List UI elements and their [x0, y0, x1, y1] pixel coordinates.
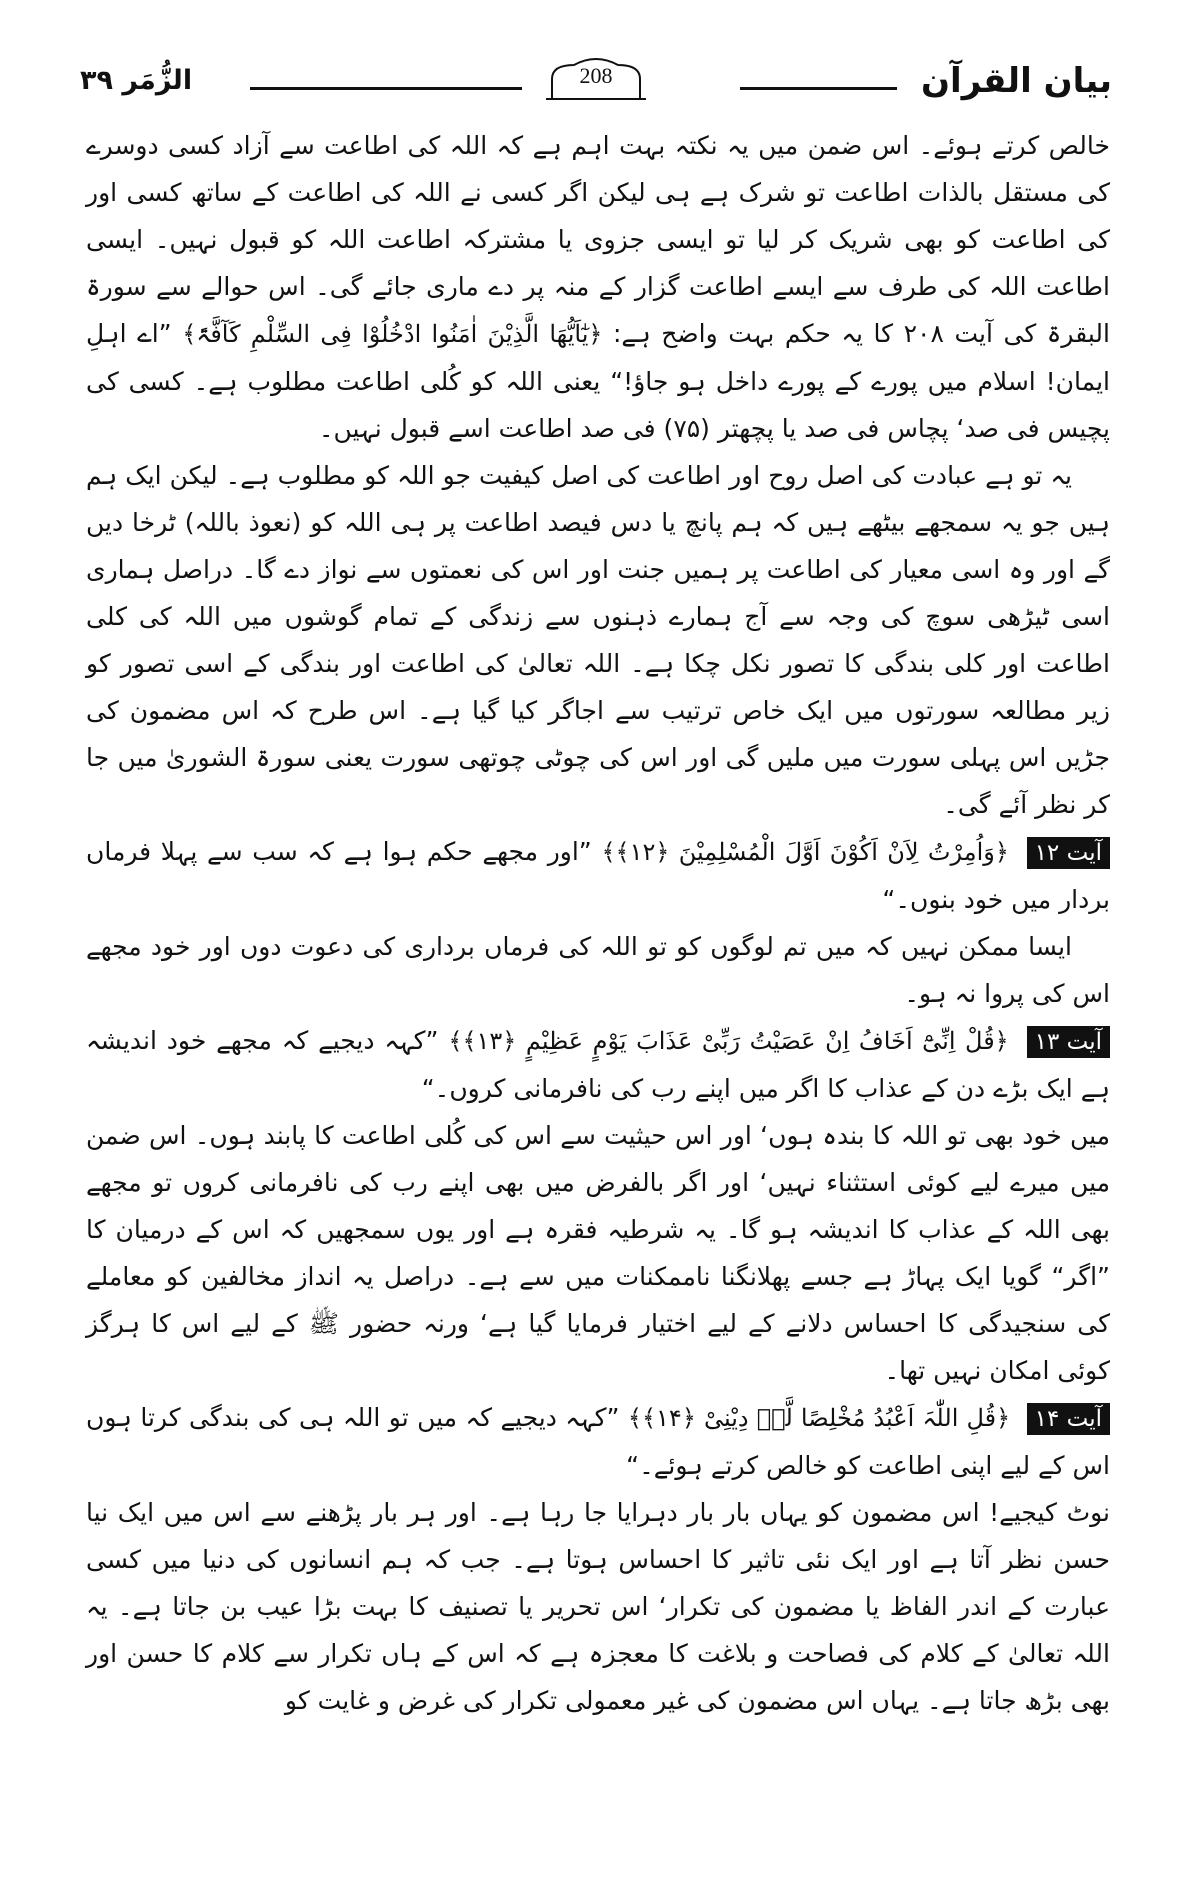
quote-translation: ”اے اہلِ ایمان! اسلام میں پورے کے پورے داخل ہو جاؤ!“: [86, 319, 1111, 396]
header-rule-left: [250, 87, 522, 90]
verse-12-commentary: ایسا ممکن نہیں کہ میں تم لوگوں کو تو اللہ کی فرماں برداری کی دعوت دوں اور خود مجھے اس کی پروا نہ ہو۔: [86, 932, 1110, 1008]
page-number: 208: [579, 63, 613, 88]
verse-14: [86, 1394, 1110, 1489]
book-title: بیان القرآن: [921, 61, 1112, 101]
verse-13: [86, 1017, 1110, 1112]
page-number-cartouche: [544, 55, 648, 101]
verse-13-commentary: میں خود بھی تو اللہ کا بندہ ہوں‘ اور اس حیثیت سے اس کی کُلی اطاعت کا پابند ہوں۔ اس ضمن میں میرے لیے کوئی استثناء نہیں‘ اور اگر بالفرض میں بھی اپنے رب کی نافرمانی کروں تو مجھے بھی اللہ کے عذاب کا اندیشہ ہو گا۔ یہ شرطیہ فقرہ ہے اور یوں سمجھیں کہ اس کے درمیان کا ”اگر“ گویا ایک پہاڑ ہے جسے پھلانگنا ناممکنات میں سے ہے۔ دراصل یہ انداز مخالفین کو معاملے کی سنجیدگی کا احساس دلانے کے لیے اختیار فرمایا گیا ہے‘ ورنہ حضور ﷺ کے لیے اس کا ہرگز کوئی امکان نہیں تھا۔: [86, 1121, 1110, 1385]
quran-quote: ﴿یٰٓاَیُّھَا الَّذِیْنَ اٰمَنُوا ادْخُلُوْا فِی السِّلْمِ کَآفَّۃً﴾: [182, 320, 603, 348]
paragraph-text: خالص کرتے ہوئے۔ اس ضمن میں یہ نکتہ بہت اہم ہے کہ اللہ کی اطاعت سے آزاد کسی دوسرے کی مستقل بالذات اطاعت تو شرک ہے ہی لیکن اگر کسی نے اللہ کی اطاعت کے ساتھ کسی اور کی اطاعت کو بھی شریک کر لیا تو ایسی جزوی یا مشترکہ اطاعت اللہ کو قبول نہیں۔ ایسی اطاعت اللہ کی طرف سے ایسے اطاعت گزار کے منہ پر دے ماری جائے گی۔ اس حوالے سے سورۃ البقرۃ کی آیت ۲۰۸ کا یہ حکم بہت واضح ہے:: [86, 131, 1110, 348]
header-rule-right: [740, 87, 897, 90]
verse-arabic: ﴿قُلْ اِنِّیْٓ اَخَافُ اِنْ عَصَیْتُ رَبِّیْ عَذَابَ یَوْمٍ عَظِیْمٍ ﴿۱۳﴾﴾: [448, 1027, 1009, 1055]
page-body: [86, 122, 1110, 1724]
verse-translation: ”کہہ دیجیے کہ مجھے خود اندیشہ ہے ایک بڑے دن کے عذاب کا اگر میں اپنے رب کی نافرمانی کروں۔“: [86, 1026, 1110, 1103]
verse-12: [86, 828, 1110, 923]
verse-translation: ”اور مجھے حکم ہوا ہے کہ سب سے پہلا فرماں بردار میں خود بنوں۔“: [86, 837, 1110, 914]
paragraph-second: یہ تو ہے عبادت کی اصل روح اور اطاعت کی اصل کیفیت جو اللہ کو مطلوب ہے۔ لیکن ایک ہم ہیں جو یہ سمجھے بیٹھے ہیں کہ ہم پانچ یا دس فیصد اطاعت پر ہی اللہ کو (نعوذ باللہ) ٹرخا دیں گے اور وہ اسی معیار کی اطاعت پر ہمیں جنت اور اس کی نعمتوں سے نواز دے گا۔ دراصل ہماری اسی ٹیڑھی سوچ کی وجہ سے آج ہمارے ذہنوں سے زندگی کے تمام گوشوں میں اللہ کی کلی اطاعت اور کلی بندگی کا تصور نکل چکا ہے۔ اللہ تعالیٰ کی اطاعت اور بندگی کے اسی تصور کو زیر مطالعہ سورتوں میں ایک خاص ترتیب سے اجاگر کیا گیا ہے۔ اس طرح کہ اس مضمون کی جڑیں اس پہلی سورت میں ملیں گی اور اس کی چوٹی چوتھی سورت یعنی سورۃ الشوریٰ میں جا کر نظر آئے گی۔: [86, 461, 1110, 819]
closing-paragraph: نوٹ کیجیے! اس مضمون کو یہاں بار بار دہرایا جا رہا ہے۔ اور ہر بار پڑھنے سے اس میں ایک نیا حسن نظر آتا ہے اور ایک نئی تاثیر کا احساس ہوتا ہے۔ جب کہ ہم انسانوں کی دنیا میں کسی عبارت کے اندر الفاظ یا مضمون کی تکرار‘ اس تحریر یا تصنیف کا بہت بڑا عیب بن جاتا ہے۔ یہ اللہ تعالیٰ کے کلام کی فصاحت و بلاغت کا معجزہ ہے کہ اس کے ہاں تکرار سے کلام کا حسن اور بھی بڑھ جاتا ہے۔ یہاں اس مضمون کی غیر معمولی تکرار کی غرض و غایت کو: [86, 1498, 1110, 1715]
paragraph-text-end: یعنی اللہ کو کُلی اطاعت مطلوب ہے۔ کسی کی پچیس فی صد‘ پچاس فی صد یا پچھتر (۷۵) فی صد اطاعت اسے قبول نہیں۔: [86, 367, 1110, 443]
verse-label: آیت ۱۴: [1027, 1403, 1110, 1435]
verse-translation: ”کہہ دیجیے کہ میں تو اللہ ہی کی بندگی کرتا ہوں اس کے لیے اپنی اطاعت کو خالص کرتے ہوئے۔“: [86, 1403, 1110, 1480]
verse-label: آیت ۱۳: [1027, 1026, 1110, 1058]
page-header: [80, 55, 1112, 115]
paragraph-intro: [86, 122, 1110, 452]
verse-label: آیت ۱۲: [1027, 837, 1110, 869]
surah-label: الزُّمَر ۳۹: [80, 65, 193, 96]
verse-arabic: ﴿وَاُمِرْتُ لِاَنْ اَکُوْنَ اَوَّلَ الْمُسْلِمِیْنَ ﴿۱۲﴾﴾: [601, 838, 1009, 866]
verse-arabic: ﴿قُلِ اللّٰہَ اَعْبُدُ مُخْلِصًا لَّہٗ دِیْنِیْ ﴿۱۴﴾﴾: [627, 1404, 1011, 1432]
